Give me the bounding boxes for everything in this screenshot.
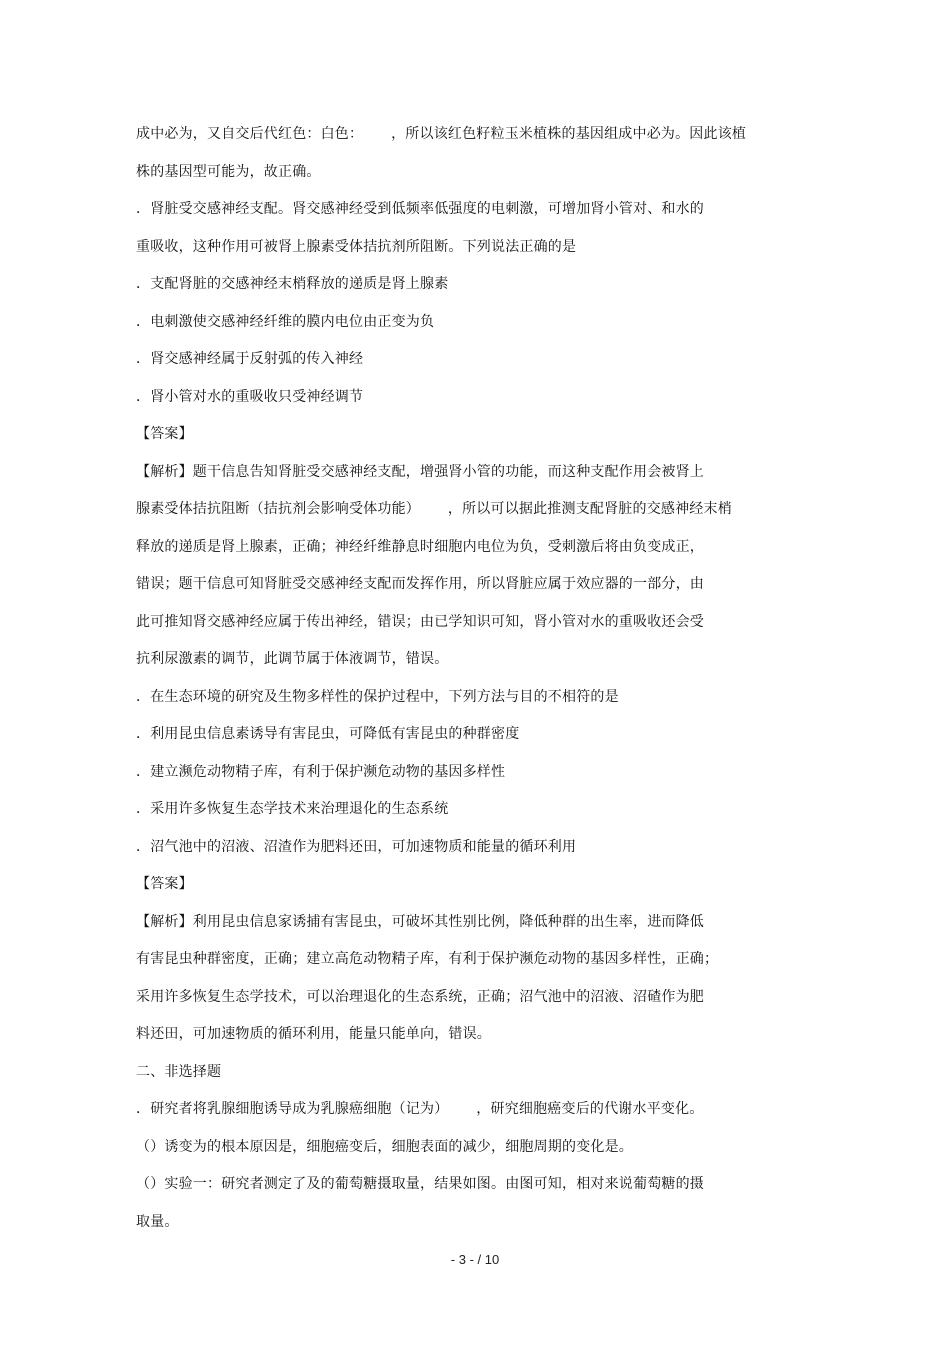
option-d: ．沼气池中的沼液、沼渣作为肥料还田，可加速物质和能量的循环利用: [136, 839, 577, 855]
option-a: ．利用昆虫信息素诱导有害昆虫，可降低有害昆虫的种群密度: [136, 726, 520, 742]
option-a: ．支配肾脏的交感神经末梢释放的递质是肾上腺素: [136, 276, 449, 292]
page-number: - 3 - / 10: [450, 1252, 500, 1267]
analysis-line: 释放的递质是肾上腺素，正确；神经纤维静息时细胞内电位为负，受刺激后将由负变成正，: [136, 539, 704, 555]
text-line: 成中必为，又自交后代红色：白色： ，所以该红色籽粒玉米植株的基因组成中必为。因此该植: [136, 126, 747, 142]
analysis-line: 【解析】利用昆虫信息家诱捕有害昆虫，可破坏其性别比例，降低种群的出生率，进而降低: [136, 914, 704, 930]
text-line: 重吸收，这种作用可被肾上腺素受体拮抗剂所阻断。下列说法正确的是: [136, 239, 577, 255]
option-b: ．建立濒危动物精子库，有利于保护濒危动物的基因多样性: [136, 764, 506, 780]
analysis-line: 有害昆虫种群密度，正确；建立高危动物精子库，有利于保护濒危动物的基因多样性，正确；: [136, 951, 719, 967]
analysis-line: 错误；题干信息可知肾脏受交感神经支配而发挥作用，所以肾脏应属于效应器的一部分，由: [136, 576, 704, 592]
question-stem: ．肾脏受交感神经支配。肾交感神经受到低频率低强度的电刺激，可增加肾小管对、和水的: [136, 201, 704, 217]
analysis-line: 料还田，可加速物质的循环利用，能量只能单向，错误。: [136, 1026, 491, 1042]
analysis-line: 【解析】题干信息告知肾脏受交感神经支配，增强肾小管的功能，而这种支配作用会被肾上: [136, 464, 704, 480]
analysis-line: 抗利尿激素的调节，此调节属于体液调节，错误。: [136, 651, 449, 667]
sub-question: （）实验一：研究者测定了及的葡萄糖摄取量，结果如图。由图可知，相对来说葡萄糖的摄: [136, 1176, 704, 1192]
answer-heading: 【答案】: [136, 426, 193, 442]
option-c: ．采用许多恢复生态学技术来治理退化的生态系统: [136, 801, 449, 817]
analysis-line: 腺素受体拮抗阻断（拮抗剂会影响受体功能） ，所以可以据此推测支配肾脏的交感神经末梢: [136, 501, 732, 517]
text-line: 取量。: [136, 1214, 179, 1230]
question-stem: ．在生态环境的研究及生物多样性的保护过程中，下列方法与目的不相符的是: [136, 689, 619, 705]
option-b: ．电刺激使交感神经纤维的膜内电位由正变为负: [136, 314, 435, 330]
section-heading: 二、非选择题: [136, 1064, 222, 1080]
answer-heading: 【答案】: [136, 876, 193, 892]
analysis-line: 采用许多恢复生态学技术，可以治理退化的生态系统，正确；沼气池中的沼液、沼碴作为肥: [136, 989, 704, 1005]
sub-question: （）诱变为的根本原因是，细胞癌变后，细胞表面的减少，细胞周期的变化是。: [136, 1139, 633, 1155]
analysis-line: 此可推知肾交感神经应属于传出神经，错误；由已学知识可知，肾小管对水的重吸收还会受: [136, 614, 704, 630]
option-c: ．肾交感神经属于反射弧的传入神经: [136, 351, 364, 367]
text-line: 株的基因型可能为，故正确。: [136, 164, 321, 180]
option-d: ．肾小管对水的重吸收只受神经调节: [136, 389, 364, 405]
question-stem: ．研究者将乳腺细胞诱导成为乳腺癌细胞（记为） ，研究细胞癌变后的代谢水平变化。: [136, 1101, 704, 1117]
